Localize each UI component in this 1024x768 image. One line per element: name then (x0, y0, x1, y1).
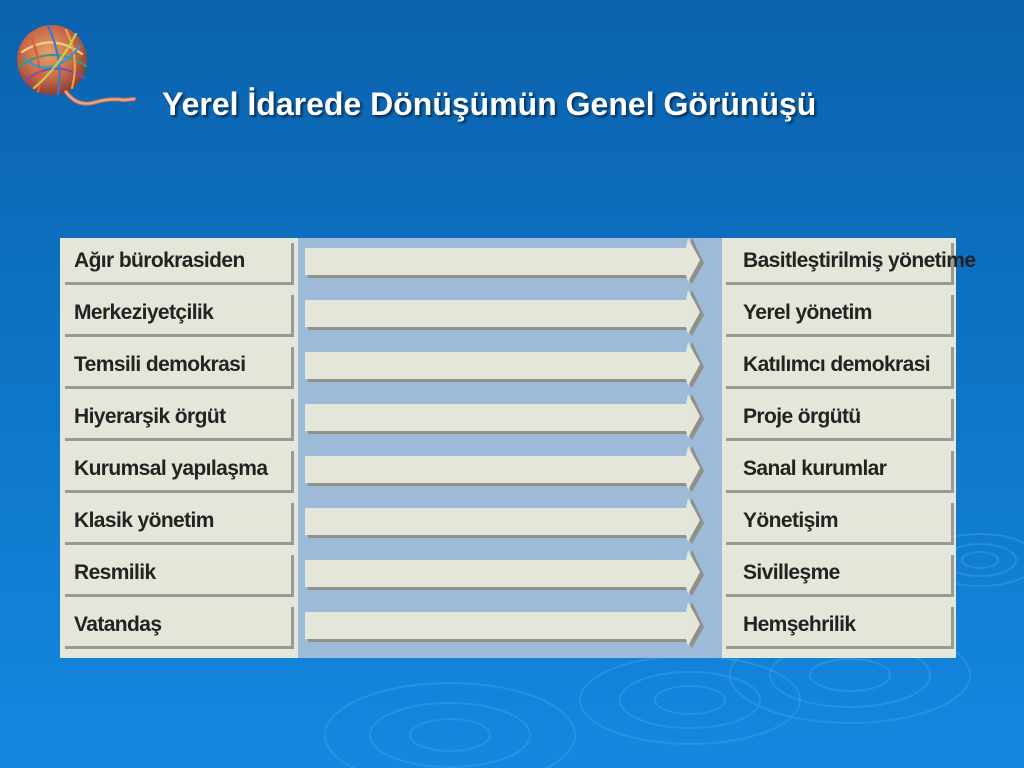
arrow-right-icon (302, 238, 706, 284)
transformation-table (60, 238, 976, 658)
arrow-right-icon (302, 602, 706, 648)
table-row (60, 394, 956, 440)
table-row (60, 290, 956, 336)
from-cell: Resmilik (62, 552, 291, 594)
table-row (60, 498, 956, 544)
table-row (60, 446, 956, 492)
table-row (60, 602, 956, 648)
from-cell: Ağır bürokrasiden (62, 240, 291, 282)
to-cell: Proje örgütü (723, 396, 951, 438)
to-cell: Hemşehrilik (723, 604, 951, 646)
from-cell: Klasik yönetim (62, 500, 291, 542)
arrow-right-icon (302, 394, 706, 440)
from-cell: Merkeziyetçilik (62, 292, 291, 334)
yarn-ball-icon (14, 22, 138, 118)
to-cell: Yerel yönetim (723, 292, 951, 334)
to-cell: Katılımcı demokrasi (723, 344, 951, 386)
from-cell: Hiyerarşik örgüt (62, 396, 291, 438)
from-cell: Temsili demokrasi (62, 344, 291, 386)
table-row (60, 342, 956, 388)
arrow-right-icon (302, 290, 706, 336)
table-row (60, 238, 976, 284)
to-cell: Basitleştirilmiş yönetime (723, 240, 951, 282)
to-cell: Sivilleşme (723, 552, 951, 594)
arrow-right-icon (302, 446, 706, 492)
from-cell: Vatandaş (62, 604, 291, 646)
to-cell: Yönetişim (723, 500, 951, 542)
table-row (60, 550, 956, 596)
arrow-right-icon (302, 498, 706, 544)
slide-title: Yerel İdarede Dönüşümün Genel Görünüşü (162, 86, 817, 122)
from-cell: Kurumsal yapılaşma (62, 448, 291, 490)
arrow-right-icon (302, 550, 706, 596)
to-cell: Sanal kurumlar (723, 448, 951, 490)
arrow-right-icon (302, 342, 706, 388)
